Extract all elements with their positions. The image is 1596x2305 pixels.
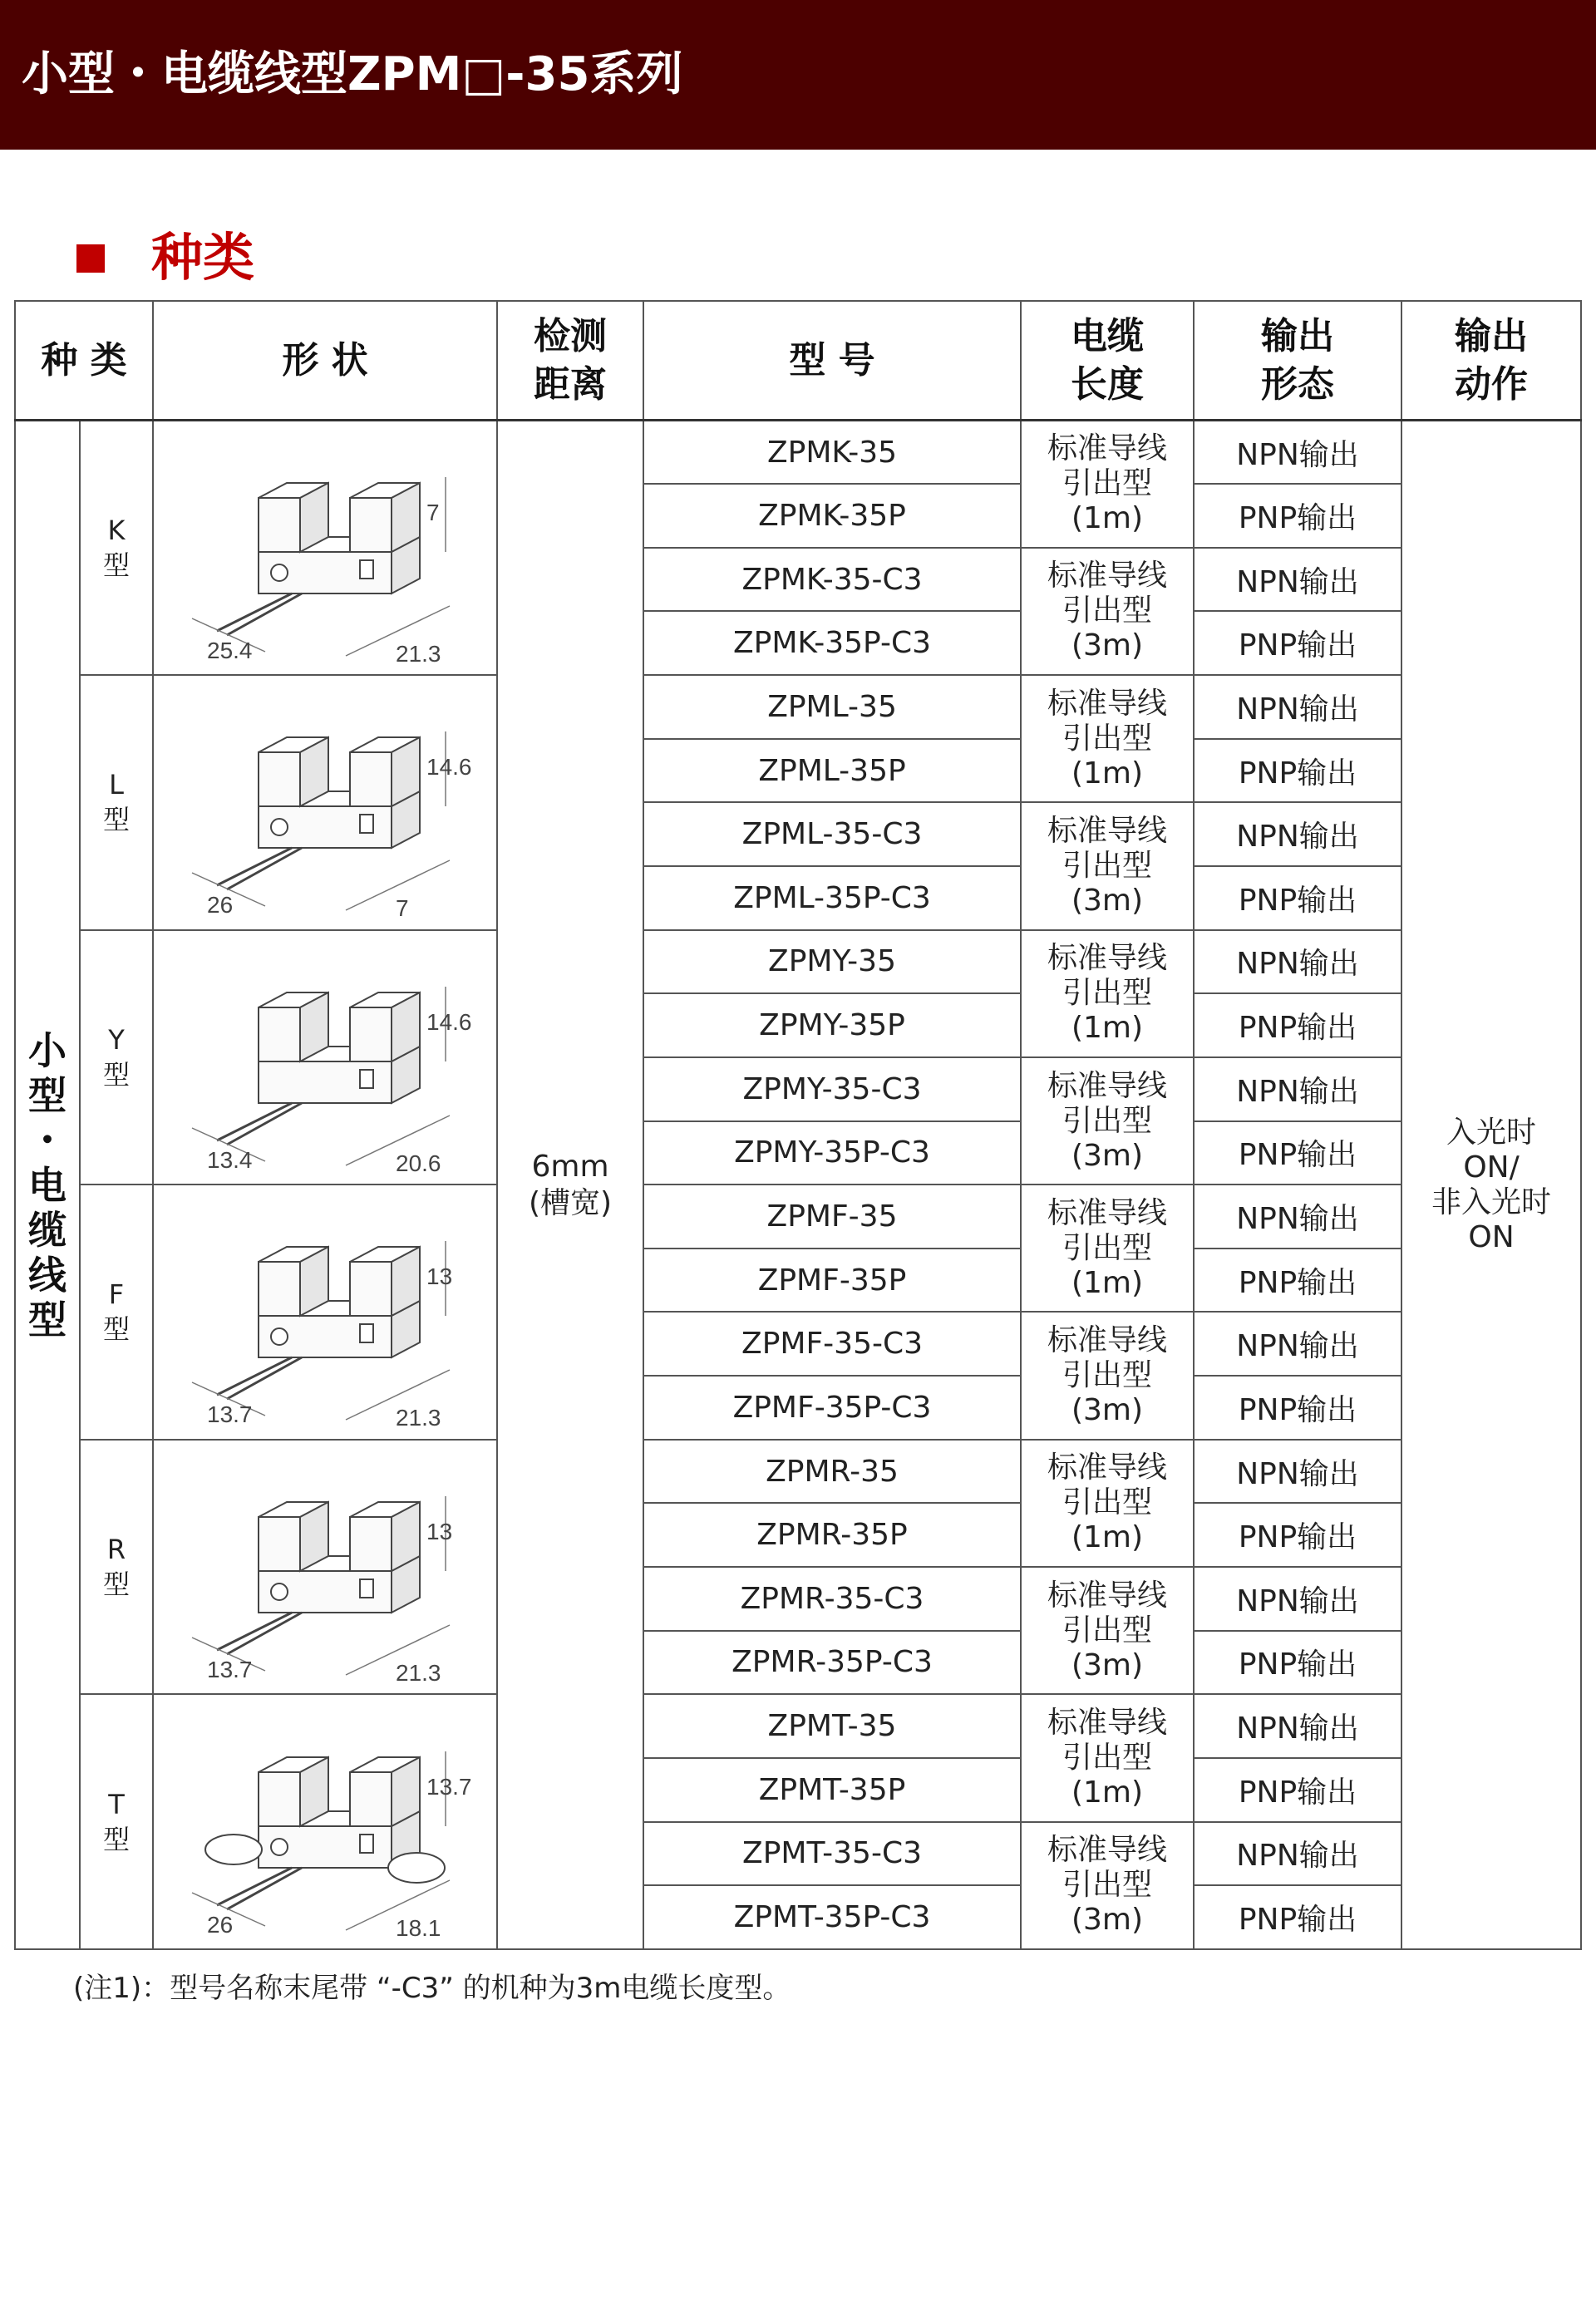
shape-cell (153, 930, 497, 1185)
output-form: NPN输出 (1194, 1440, 1401, 1504)
cable-length: 标准导线 引出型 (1m) (1021, 1185, 1194, 1312)
header-cable-length: 电缆 长度 (1021, 301, 1194, 421)
dimension-label: 14.6 (426, 754, 472, 781)
model-number: ZPMR-35P-C3 (643, 1631, 1021, 1695)
cable-length: 标准导线 引出型 (3m) (1021, 548, 1194, 675)
output-form: PNP输出 (1194, 739, 1401, 803)
model-number: ZPMR-35 (643, 1440, 1021, 1504)
model-number: ZPMY-35-C3 (643, 1057, 1021, 1121)
shape-cell (153, 1185, 497, 1440)
cable-length: 标准导线 引出型 (1m) (1021, 675, 1194, 802)
dimension-label: 13 (426, 1263, 453, 1290)
cable-length: 标准导线 引出型 (1m) (1021, 930, 1194, 1057)
model-number: ZPMK-35P (643, 484, 1021, 548)
model-number: ZPML-35-C3 (643, 802, 1021, 866)
output-form: PNP输出 (1194, 1631, 1401, 1695)
output-form: PNP输出 (1194, 1758, 1401, 1822)
output-form: PNP输出 (1194, 866, 1401, 930)
subtype-label: L 型 (80, 675, 153, 930)
header-distance: 检测 距离 (497, 301, 643, 421)
table-row (15, 1694, 1581, 1758)
dimension-label: 13 (426, 1519, 453, 1545)
sensor-l-drawing (167, 682, 483, 923)
table-row (15, 930, 1581, 994)
model-number: ZPMT-35 (643, 1694, 1021, 1758)
output-form: PNP输出 (1194, 484, 1401, 548)
output-form: PNP输出 (1194, 611, 1401, 675)
dimension-label: 26 (207, 892, 234, 919)
output-form: PNP输出 (1194, 1121, 1401, 1185)
subtype-label: F 型 (80, 1185, 153, 1440)
output-form: NPN输出 (1194, 548, 1401, 612)
dimension-label: 7 (426, 500, 440, 526)
model-number: ZPMT-35P-C3 (643, 1885, 1021, 1949)
model-number: ZPMR-35-C3 (643, 1567, 1021, 1631)
page-title: 小型・电缆线型ZPM□-35系列 (22, 47, 683, 101)
header-type: 种 类 (15, 301, 153, 421)
table-header-row (15, 301, 1581, 421)
output-form: NPN输出 (1194, 1057, 1401, 1121)
cable-length: 标准导线 引出型 (1m) (1021, 1694, 1194, 1821)
subtype-label: T 型 (80, 1694, 153, 1949)
model-number: ZPMF-35-C3 (643, 1312, 1021, 1376)
model-number: ZPMK-35P-C3 (643, 611, 1021, 675)
output-form: NPN输出 (1194, 1822, 1401, 1886)
output-form: PNP输出 (1194, 1249, 1401, 1313)
model-number: ZPMF-35 (643, 1185, 1021, 1249)
model-number: ZPMF-35P (643, 1249, 1021, 1313)
header-output-action: 输出 动作 (1401, 301, 1581, 421)
cable-length: 标准导线 引出型 (3m) (1021, 1312, 1194, 1439)
subtype-label: Y 型 (80, 930, 153, 1185)
sensor-r-drawing (167, 1446, 483, 1687)
output-form: PNP输出 (1194, 1376, 1401, 1440)
dimension-label: 14.6 (426, 1008, 472, 1035)
header-output-form: 输出 形态 (1194, 301, 1401, 421)
dimension-label: 13.7 (426, 1773, 472, 1800)
shape-cell (153, 1440, 497, 1695)
shape-cell (153, 1694, 497, 1949)
cable-length: 标准导线 引出型 (1m) (1021, 421, 1194, 548)
dimension-label: 18.1 (396, 1914, 441, 1941)
cable-length: 标准导线 引出型 (3m) (1021, 1057, 1194, 1185)
dimension-label: 13.7 (207, 1401, 253, 1428)
model-number: ZPMF-35P-C3 (643, 1376, 1021, 1440)
dimension-label: 21.3 (396, 641, 441, 667)
output-action: 入光时 ON/ 非入光时 ON (1401, 421, 1581, 1950)
footnote: (注1)：型号名称末尾带 “-C3” 的机种为3m电缆长度型。 (73, 1972, 791, 2005)
subtype-label: R 型 (80, 1440, 153, 1695)
dimension-label: 26 (207, 1911, 234, 1938)
output-form: NPN输出 (1194, 1694, 1401, 1758)
dimension-label: 25.4 (207, 638, 253, 664)
model-number: ZPMK-35-C3 (643, 548, 1021, 612)
output-form: NPN输出 (1194, 1312, 1401, 1376)
model-number: ZPMY-35P (643, 993, 1021, 1057)
model-number: ZPMR-35P (643, 1503, 1021, 1567)
sensor-y-drawing (167, 937, 483, 1178)
cable-length: 标准导线 引出型 (3m) (1021, 1567, 1194, 1694)
model-number: ZPMY-35P-C3 (643, 1121, 1021, 1185)
dimension-label: 21.3 (396, 1405, 441, 1431)
model-number: ZPML-35 (643, 675, 1021, 739)
model-number: ZPMK-35 (643, 421, 1021, 485)
shape-cell (153, 421, 497, 676)
output-form: NPN输出 (1194, 802, 1401, 866)
section-title: 种类 (151, 227, 255, 288)
table-row (15, 421, 1581, 485)
sensor-k-drawing (167, 427, 483, 668)
dimension-label: 13.7 (207, 1657, 253, 1683)
output-form: NPN输出 (1194, 421, 1401, 485)
group-label: 小 型 ・ 电 缆 线 型 (28, 1027, 66, 1342)
section-bullet-square (76, 244, 105, 273)
dimension-label: 7 (396, 895, 409, 922)
shape-cell (153, 675, 497, 930)
dimension-label: 21.3 (396, 1660, 441, 1687)
dimension-label: 20.6 (396, 1150, 441, 1176)
output-form: PNP输出 (1194, 1885, 1401, 1949)
product-type-table (14, 300, 1582, 1950)
cable-length: 标准导线 引出型 (3m) (1021, 1822, 1194, 1949)
model-number: ZPML-35P-C3 (643, 866, 1021, 930)
detection-distance: 6mm (槽宽) (497, 421, 643, 1950)
model-number: ZPMY-35 (643, 930, 1021, 994)
cable-length: 标准导线 引出型 (1m) (1021, 1440, 1194, 1567)
title-banner (0, 0, 1596, 150)
model-number: ZPMT-35P (643, 1758, 1021, 1822)
output-form: PNP输出 (1194, 1503, 1401, 1567)
cable-length: 标准导线 引出型 (3m) (1021, 802, 1194, 929)
output-form: NPN输出 (1194, 930, 1401, 994)
table-row (15, 675, 1581, 739)
output-form: NPN输出 (1194, 675, 1401, 739)
model-number: ZPMT-35-C3 (643, 1822, 1021, 1886)
sensor-f-drawing (167, 1191, 483, 1432)
table-row (15, 1440, 1581, 1504)
table-row (15, 1185, 1581, 1249)
header-model: 型 号 (643, 301, 1021, 421)
subtype-label: K 型 (80, 421, 153, 676)
header-shape: 形 状 (153, 301, 497, 421)
output-form: PNP输出 (1194, 993, 1401, 1057)
output-form: NPN输出 (1194, 1185, 1401, 1249)
model-number: ZPML-35P (643, 739, 1021, 803)
dimension-label: 13.4 (207, 1146, 253, 1173)
group-label-cell (15, 421, 80, 1950)
output-form: NPN输出 (1194, 1567, 1401, 1631)
sensor-t-drawing (167, 1702, 483, 1943)
